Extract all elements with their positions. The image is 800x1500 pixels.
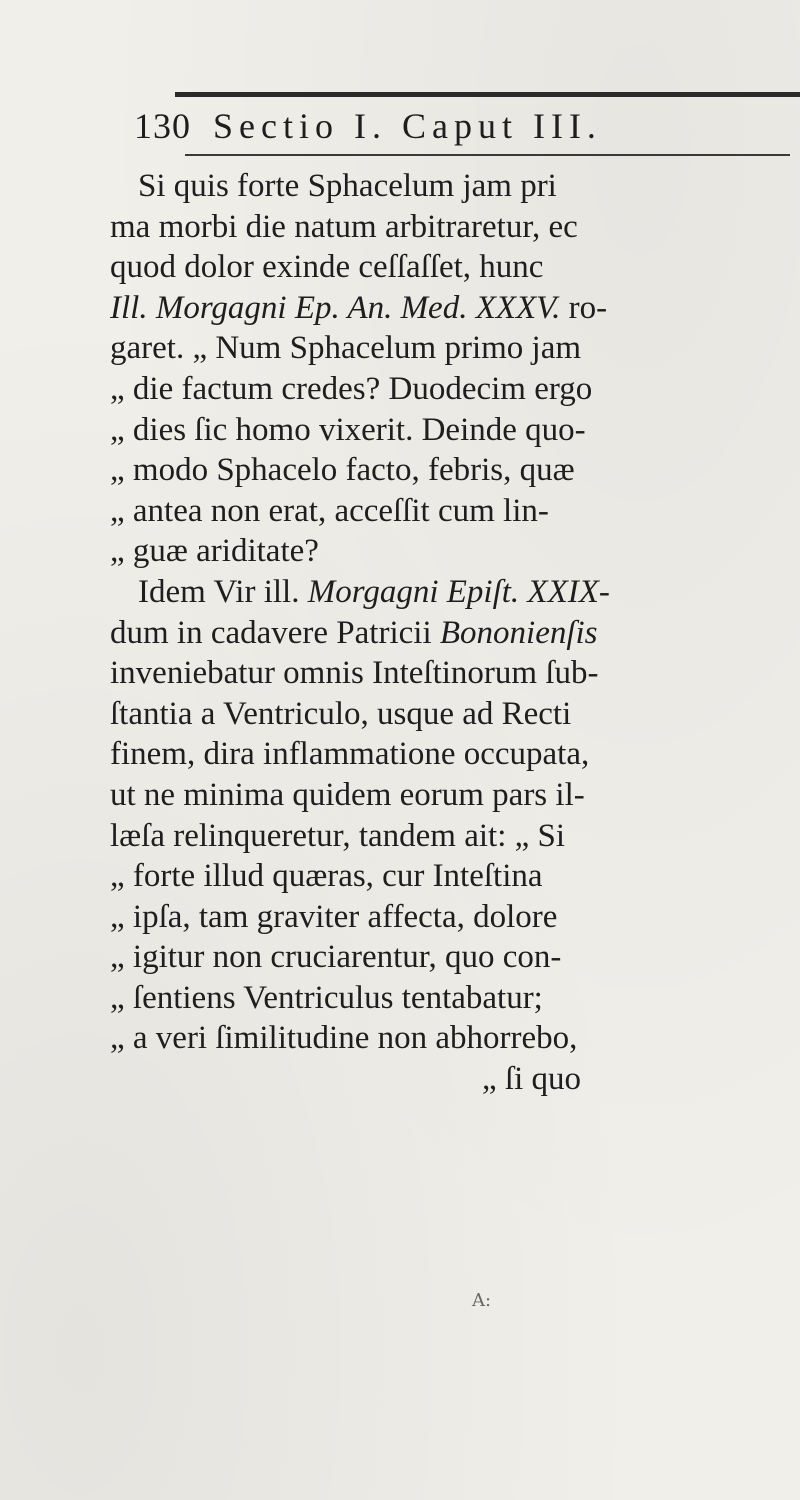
header-rule xyxy=(185,154,790,156)
text-line: læſa relinqueretur, tandem ait: „ Si xyxy=(110,817,566,854)
text-fragment: Idem Vir ill. xyxy=(138,573,308,610)
text-line: ma morbi die natum arbitraretur, ec xyxy=(110,208,578,245)
text-line xyxy=(110,572,800,613)
text-line: „ antea non erat, acceſſit cum lin- xyxy=(110,492,549,529)
text-line: „ a veri ſimilitudine non abhorrebo, xyxy=(110,1020,578,1057)
running-header xyxy=(134,100,800,152)
text-line: quod dolor exinde ceſſaſſet, hunc xyxy=(110,249,544,286)
text-line: Si quis forte Sphacelum jam pri xyxy=(138,168,557,204)
text-line xyxy=(110,613,800,654)
text-line: „ modo Sphacelo facto, febris, quæ xyxy=(110,452,575,489)
text-line: „ ipſa, tam graviter affecta, dolore xyxy=(110,898,558,935)
page-number: 130 xyxy=(134,106,191,146)
text-line: „ guæ ariditate? xyxy=(110,533,319,570)
text-fragment: dum in cadavere Patricii xyxy=(110,614,440,651)
body-text xyxy=(110,166,800,1100)
citation: Ill. Morgagni Ep. An. Med. XXXV. xyxy=(110,289,561,326)
running-title: Sectio I. Caput III. xyxy=(213,106,602,146)
text-line: „ ſentiens Ventriculus tentabatur; xyxy=(110,979,543,1016)
text-line: garet. „ Num Sphacelum primo jam xyxy=(110,330,582,367)
text-line: „ forte illud quæras, cur Inteſtina xyxy=(110,858,543,895)
text-line: ſtantia a Ventriculo, usque ad Recti xyxy=(110,695,572,732)
citation: Morgagni Epiſt. XXIX- xyxy=(307,573,610,610)
text-line: „ dies ſic homo vixerit. Deinde quo- xyxy=(110,411,586,448)
text-fragment: ro- xyxy=(560,289,608,326)
text-line: ut ne minima quidem eorum pars il- xyxy=(110,776,585,813)
text-line: „ igitur non cruciarentur, quo con- xyxy=(110,939,562,976)
place-name: Bononienſis xyxy=(439,614,598,651)
top-border-rule xyxy=(175,92,800,97)
text-line xyxy=(110,288,800,329)
text-line: inveniebatur omnis Inteſtinorum ſub- xyxy=(110,655,599,692)
signature-mark: A: xyxy=(472,1290,492,1311)
text-line: „ die factum credes? Duodecim ergo xyxy=(110,370,593,407)
text-line: finem, dira inflammatione occupata, xyxy=(110,736,590,773)
catchword: „ ſi quo xyxy=(482,1061,581,1098)
